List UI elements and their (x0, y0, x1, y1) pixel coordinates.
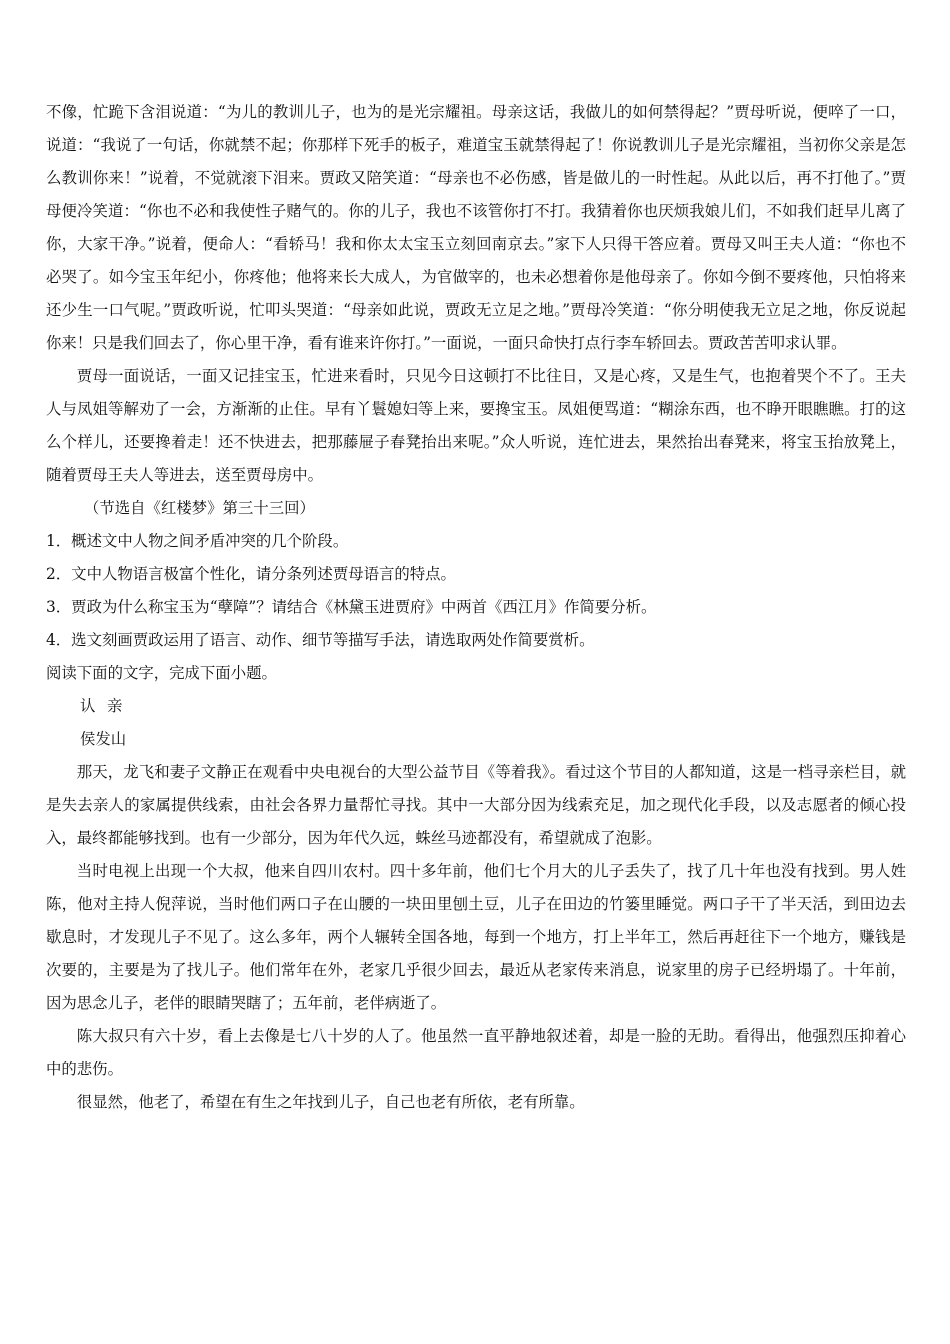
passage1-source: （节选自《红楼梦》第三十三回） (84, 499, 315, 517)
passage2-paragraph-3: 陈大叔只有六十岁，看上去像是七八十岁的人了。他虽然一直平静地叙述着，却是一脸的无助。看得出，他强烈压抑着心中的悲伤。 (46, 1027, 906, 1078)
reading-instruction: 阅读下面的文字，完成下面小题。 (46, 664, 277, 682)
passage1-paragraph-1: 不像，忙跪下含泪说道：“为儿的教训儿子，也为的是光宗耀祖。母亲这话，我做儿的如何禁得起？”贾母听说，便啐了一口，说道：“我说了一句话，你就禁不起；你那样下死手的板子，难道宝玉就禁得起了！你说教训儿子是光宗耀祖，当初你父亲是怎么教训你来！”说着，不觉就滚下泪来。贾政又陪笑道：“母亲也不必伤感，皆是做儿的一时性起。从此以后，再不打他了。”贾母便冷笑道：“你也不必和我使性子赌气的。你的儿子，我也不该管你打不打。我猜着你也厌烦我娘儿们，不如我们赶早儿离了你，大家干净。”说着，便命人：“看轿马！我和你太太宝玉立刻回南京去。”家下人只得干答应着。贾母又叫王夫人道：“你也不必哭了。如今宝玉年纪小，你疼他；他将来长大成人，为官做宰的，也未必想着你是他母亲了。你如今倒不要疼他，只怕将来还少生一口气呢。”贾政听说，忙叩头哭道：“母亲如此说，贾政无立足之地。”贾母冷笑道：“你分明使我无立足之地，你反说起你来！只是我们回去了，你心里干净，看有谁来许你打。”一面说，一面只命快打点行李车轿回去。贾政苦苦叩求认罪。 (46, 103, 906, 352)
passage2-paragraph-2: 当时电视上出现一个大叔，他来自四川农村。四十多年前，他们七个月大的儿子丢失了，找了几十年也没有找到。男人姓陈，他对主持人倪萍说，当时他们两口子在山腰的一块田里刨土豆，儿子在田边的竹篓里睡觉。两口子干了半天活，到田边去歇息时，才发现儿子不见了。这么多年，两个人辗转全国各地，每到一个地方，打上半年工，然后再赶往下一个地方，赚钱是次要的，主要是为了找儿子。他们常年在外，老家几乎很少回去，最近从老家传来消息，说家里的房子已经坍塌了。十年前，因为思念儿子，老伴的眼睛哭瞎了；五年前，老伴病逝了。 (46, 862, 906, 1012)
passage2-title: 认亲 (80, 697, 134, 715)
question-3: 3．贾政为什么称宝玉为“孽障”？请结合《林黛玉进贾府》中两首《西江月》作简要分析。 (46, 598, 657, 616)
passage1-paragraph-2: 贾母一面说话，一面又记挂宝玉，忙进来看时，只见今日这顿打不比往日，又是心疼，又是生气，也抱着哭个不了。王夫人与凤姐等解劝了一会，方渐渐的止住。早有丫鬟媳妇等上来，要搀宝玉。凤姐便骂道：“糊涂东西，也不睁开眼瞧瞧。打的这么个样儿，还要搀着走！还不快进去，把那藤屉子春凳抬出来呢。”众人听说，连忙进去，果然抬出春凳来，将宝玉抬放凳上，随着贾母王夫人等进去，送至贾母房中。 (46, 367, 906, 484)
question-4: 4．选文刻画贾政运用了语言、动作、细节等描写手法，请选取两处作简要赏析。 (46, 631, 595, 649)
question-1: 1．概述文中人物之间矛盾冲突的几个阶段。 (46, 532, 349, 550)
document-page (46, 96, 906, 1119)
question-2: 2．文中人物语言极富个性化，请分条列述贾母语言的特点。 (46, 565, 456, 583)
passage2-author: 侯发山 (80, 730, 127, 748)
passage2-paragraph-4: 很显然，他老了，希望在有生之年找到儿子，自己也老有所依，老有所靠。 (76, 1093, 585, 1111)
passage2-paragraph-1: 那天，龙飞和妻子文静正在观看中央电视台的大型公益节目《等着我》。看过这个节目的人都知道，这是一档寻亲栏目，就是失去亲人的家属提供线索，由社会各界力量帮忙寻找。其中一大部分因为线索充足，加之现代化手段，以及志愿者的倾心投入，最终都能够找到。也有一少部分，因为年代久远，蛛丝马迹都没有，希望就成了泡影。 (46, 763, 906, 847)
